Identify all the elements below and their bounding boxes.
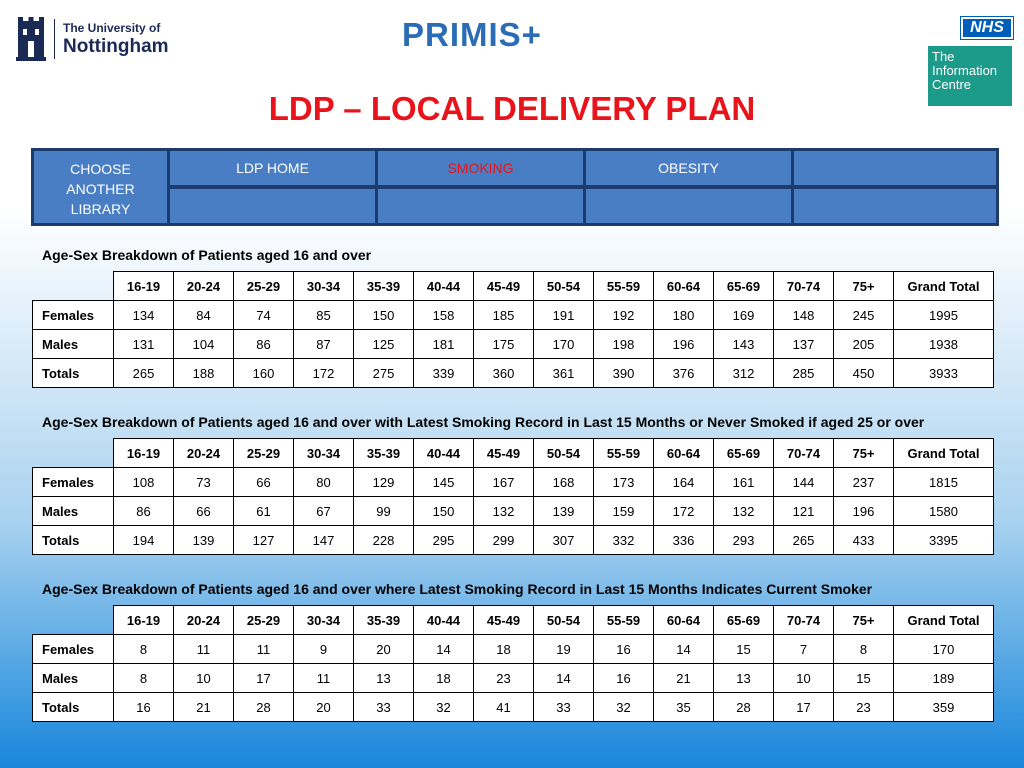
table-cell: 175 [474, 330, 534, 359]
page-title: LDP – LOCAL DELIVERY PLAN [268, 90, 756, 127]
nav-empty-bottom-4[interactable] [794, 189, 996, 223]
university-name-line2: Nottingham [63, 36, 169, 57]
column-header: 75+ [834, 272, 894, 301]
table-cell: 8 [114, 664, 174, 693]
table-cell: 14 [414, 635, 474, 664]
castle-crest-icon [16, 17, 46, 61]
table-cell: 160 [234, 359, 294, 388]
table-row [33, 359, 994, 388]
table-cell: 13 [354, 664, 414, 693]
ic-subtitle: for health and social care [928, 97, 1007, 104]
table-cell: 1580 [894, 497, 994, 526]
nav-empty-bottom-1[interactable] [170, 189, 375, 223]
table-cell: 23 [834, 693, 894, 722]
table-cell: 8 [114, 635, 174, 664]
choose-line1: CHOOSE [70, 161, 131, 177]
table-cell: 80 [294, 468, 354, 497]
column-header: 75+ [834, 439, 894, 468]
table-cell: 147 [294, 526, 354, 555]
nhs-logo [960, 16, 1014, 40]
column-header: 70-74 [774, 272, 834, 301]
table-cell: 16 [114, 693, 174, 722]
table-cell: 3395 [894, 526, 994, 555]
table-cell: 339 [414, 359, 474, 388]
table-cell: 86 [114, 497, 174, 526]
table-cell: 172 [294, 359, 354, 388]
ic-title-line1: The [932, 49, 955, 64]
table-cell: 170 [894, 635, 994, 664]
nav-empty-bottom-3[interactable] [586, 189, 791, 223]
table-cell: 181 [414, 330, 474, 359]
table-cell: 336 [654, 526, 714, 555]
table-cell: 129 [354, 468, 414, 497]
ic-title-line2: Information [932, 63, 998, 78]
column-header: 25-29 [234, 439, 294, 468]
column-header: 45-49 [474, 439, 534, 468]
table-cell: 131 [114, 330, 174, 359]
column-header: 70-74 [774, 439, 834, 468]
table-cell: 10 [174, 664, 234, 693]
column-header: Grand Total [894, 439, 994, 468]
table-cell: 265 [114, 359, 174, 388]
table-cell: 169 [714, 301, 774, 330]
table-cell: 15 [834, 664, 894, 693]
choose-line3: LIBRARY [70, 201, 131, 217]
column-header: 40-44 [414, 272, 474, 301]
table-row [33, 693, 994, 722]
table-cell: 180 [654, 301, 714, 330]
column-header: 50-54 [534, 606, 594, 635]
row-label: Females [33, 635, 114, 664]
table-cell: 245 [834, 301, 894, 330]
table-cell: 67 [294, 497, 354, 526]
obesity-button[interactable]: OBESITY [586, 151, 791, 185]
table-cell: 134 [114, 301, 174, 330]
table-cell: 99 [354, 497, 414, 526]
table-row [33, 526, 994, 555]
header-corner [33, 272, 114, 301]
table-cell: 11 [294, 664, 354, 693]
table-cell: 23 [474, 664, 534, 693]
column-header: 75+ [834, 606, 894, 635]
table-cell: 1938 [894, 330, 994, 359]
table-cell: 15 [714, 635, 774, 664]
library-nav [31, 148, 999, 226]
table-cell: 28 [714, 693, 774, 722]
nhs-logo-text: NHS [963, 19, 1011, 37]
table-cell: 32 [414, 693, 474, 722]
ic-title-line3: Centre [932, 77, 972, 92]
table-cell: 192 [594, 301, 654, 330]
table-cell: 158 [414, 301, 474, 330]
column-header: 55-59 [594, 272, 654, 301]
column-header: 40-44 [414, 606, 474, 635]
table-cell: 33 [534, 693, 594, 722]
table-cell: 295 [414, 526, 474, 555]
section-title-current-smoker: Age-Sex Breakdown of Patients aged 16 and over where Latest Smoking Record in Last 15 Months Indicates Current Smoker [42, 581, 873, 597]
table-cell: 17 [234, 664, 294, 693]
table-cell: 14 [654, 635, 714, 664]
table-smoking-record [32, 438, 994, 555]
table-cell: 108 [114, 468, 174, 497]
row-label: Males [33, 330, 114, 359]
column-header: 60-64 [654, 439, 714, 468]
table-cell: 132 [714, 497, 774, 526]
table-cell: 189 [894, 664, 994, 693]
table-cell: 376 [654, 359, 714, 388]
table-cell: 10 [774, 664, 834, 693]
column-header: 65-69 [714, 606, 774, 635]
table-cell: 85 [294, 301, 354, 330]
row-label: Males [33, 497, 114, 526]
table-cell: 275 [354, 359, 414, 388]
table-cell: 66 [174, 497, 234, 526]
table-cell: 17 [774, 693, 834, 722]
university-name [63, 22, 169, 56]
table-cell: 196 [654, 330, 714, 359]
table-cell: 74 [234, 301, 294, 330]
table-row [33, 330, 994, 359]
column-header: 30-34 [294, 272, 354, 301]
row-label: Females [33, 301, 114, 330]
column-header: Grand Total [894, 606, 994, 635]
table-current-smoker [32, 605, 994, 722]
table-cell: 3933 [894, 359, 994, 388]
table-row [33, 664, 994, 693]
table-cell: 21 [174, 693, 234, 722]
table-cell: 170 [534, 330, 594, 359]
column-header: 16-19 [114, 606, 174, 635]
ldp-home-button[interactable]: LDP HOME [170, 151, 375, 185]
table-row [33, 635, 994, 664]
column-header: 25-29 [234, 606, 294, 635]
row-label: Totals [33, 693, 114, 722]
table-cell: 127 [234, 526, 294, 555]
column-header: 65-69 [714, 272, 774, 301]
table-cell: 11 [174, 635, 234, 664]
column-header: 35-39 [354, 272, 414, 301]
university-name-line1: The University of [63, 21, 161, 35]
table-cell: 13 [714, 664, 774, 693]
table-header-row [33, 606, 994, 635]
column-header: 55-59 [594, 439, 654, 468]
table-cell: 87 [294, 330, 354, 359]
table-cell: 28 [234, 693, 294, 722]
table-cell: 172 [654, 497, 714, 526]
table-cell: 7 [774, 635, 834, 664]
choose-line2: ANOTHER [66, 181, 135, 197]
primis-logo: PRIMIS+ [402, 16, 542, 53]
column-header: Grand Total [894, 272, 994, 301]
table-cell: 194 [114, 526, 174, 555]
column-header: 25-29 [234, 272, 294, 301]
table-cell: 299 [474, 526, 534, 555]
table-cell: 150 [354, 301, 414, 330]
table-cell: 132 [474, 497, 534, 526]
table-cell: 191 [534, 301, 594, 330]
table-cell: 360 [474, 359, 534, 388]
column-header: 30-34 [294, 439, 354, 468]
table-cell: 359 [894, 693, 994, 722]
table-cell: 139 [534, 497, 594, 526]
column-header: 20-24 [174, 439, 234, 468]
header-corner [33, 606, 114, 635]
table-cell: 20 [294, 693, 354, 722]
table-cell: 41 [474, 693, 534, 722]
logo-divider [54, 19, 55, 59]
column-header: 45-49 [474, 272, 534, 301]
table-header-row [33, 272, 994, 301]
table-all-patients [32, 271, 994, 388]
nav-empty-bottom-2[interactable] [378, 189, 583, 223]
table-cell: 450 [834, 359, 894, 388]
table-cell: 332 [594, 526, 654, 555]
table-cell: 16 [594, 635, 654, 664]
row-label: Females [33, 468, 114, 497]
table-cell: 361 [534, 359, 594, 388]
table-cell: 205 [834, 330, 894, 359]
table-cell: 433 [834, 526, 894, 555]
column-header: 50-54 [534, 439, 594, 468]
table-cell: 16 [594, 664, 654, 693]
table-cell: 185 [474, 301, 534, 330]
table-cell: 139 [174, 526, 234, 555]
table-cell: 198 [594, 330, 654, 359]
section-title-smoking-record: Age-Sex Breakdown of Patients aged 16 and over with Latest Smoking Record in Last 15 Months or Never Smoked if aged 25 or over [42, 414, 925, 430]
column-header: 70-74 [774, 606, 834, 635]
table-cell: 84 [174, 301, 234, 330]
header-corner [33, 439, 114, 468]
university-logo [16, 16, 169, 62]
table-cell: 20 [354, 635, 414, 664]
table-cell: 86 [234, 330, 294, 359]
table-cell: 11 [234, 635, 294, 664]
column-header: 60-64 [654, 272, 714, 301]
table-cell: 164 [654, 468, 714, 497]
table-cell: 14 [534, 664, 594, 693]
table-cell: 73 [174, 468, 234, 497]
table-cell: 61 [234, 497, 294, 526]
table-cell: 35 [654, 693, 714, 722]
table-cell: 390 [594, 359, 654, 388]
table-cell: 173 [594, 468, 654, 497]
table-cell: 228 [354, 526, 414, 555]
column-header: 55-59 [594, 606, 654, 635]
table-cell: 19 [534, 635, 594, 664]
table-row [33, 497, 994, 526]
row-label: Males [33, 664, 114, 693]
smoking-button[interactable]: SMOKING [378, 151, 583, 185]
table-cell: 168 [534, 468, 594, 497]
table-row [33, 468, 994, 497]
table-cell: 1995 [894, 301, 994, 330]
table-cell: 161 [714, 468, 774, 497]
table-cell: 196 [834, 497, 894, 526]
table-cell: 312 [714, 359, 774, 388]
section-title-all-patients: Age-Sex Breakdown of Patients aged 16 and over [42, 247, 372, 263]
row-label: Totals [33, 359, 114, 388]
column-header: 16-19 [114, 439, 174, 468]
column-header: 16-19 [114, 272, 174, 301]
table-cell: 8 [834, 635, 894, 664]
table-cell: 1815 [894, 468, 994, 497]
table-cell: 18 [414, 664, 474, 693]
column-header: 50-54 [534, 272, 594, 301]
table-cell: 150 [414, 497, 474, 526]
table-cell: 121 [774, 497, 834, 526]
table-cell: 125 [354, 330, 414, 359]
table-cell: 307 [534, 526, 594, 555]
table-row [33, 301, 994, 330]
column-header: 20-24 [174, 606, 234, 635]
table-cell: 9 [294, 635, 354, 664]
table-cell: 159 [594, 497, 654, 526]
nav-empty-top-4[interactable] [794, 151, 996, 185]
table-cell: 32 [594, 693, 654, 722]
column-header: 35-39 [354, 439, 414, 468]
table-cell: 237 [834, 468, 894, 497]
column-header: 30-34 [294, 606, 354, 635]
table-cell: 148 [774, 301, 834, 330]
table-cell: 144 [774, 468, 834, 497]
choose-another-library-button[interactable] [34, 151, 167, 223]
table-cell: 143 [714, 330, 774, 359]
table-cell: 104 [174, 330, 234, 359]
table-cell: 33 [354, 693, 414, 722]
column-header: 65-69 [714, 439, 774, 468]
row-label: Totals [33, 526, 114, 555]
table-cell: 285 [774, 359, 834, 388]
column-header: 40-44 [414, 439, 474, 468]
table-cell: 21 [654, 664, 714, 693]
column-header: 20-24 [174, 272, 234, 301]
table-cell: 167 [474, 468, 534, 497]
table-cell: 293 [714, 526, 774, 555]
column-header: 35-39 [354, 606, 414, 635]
table-header-row [33, 439, 994, 468]
column-header: 45-49 [474, 606, 534, 635]
column-header: 60-64 [654, 606, 714, 635]
table-cell: 265 [774, 526, 834, 555]
table-cell: 66 [234, 468, 294, 497]
table-cell: 145 [414, 468, 474, 497]
table-cell: 18 [474, 635, 534, 664]
table-cell: 188 [174, 359, 234, 388]
table-cell: 137 [774, 330, 834, 359]
